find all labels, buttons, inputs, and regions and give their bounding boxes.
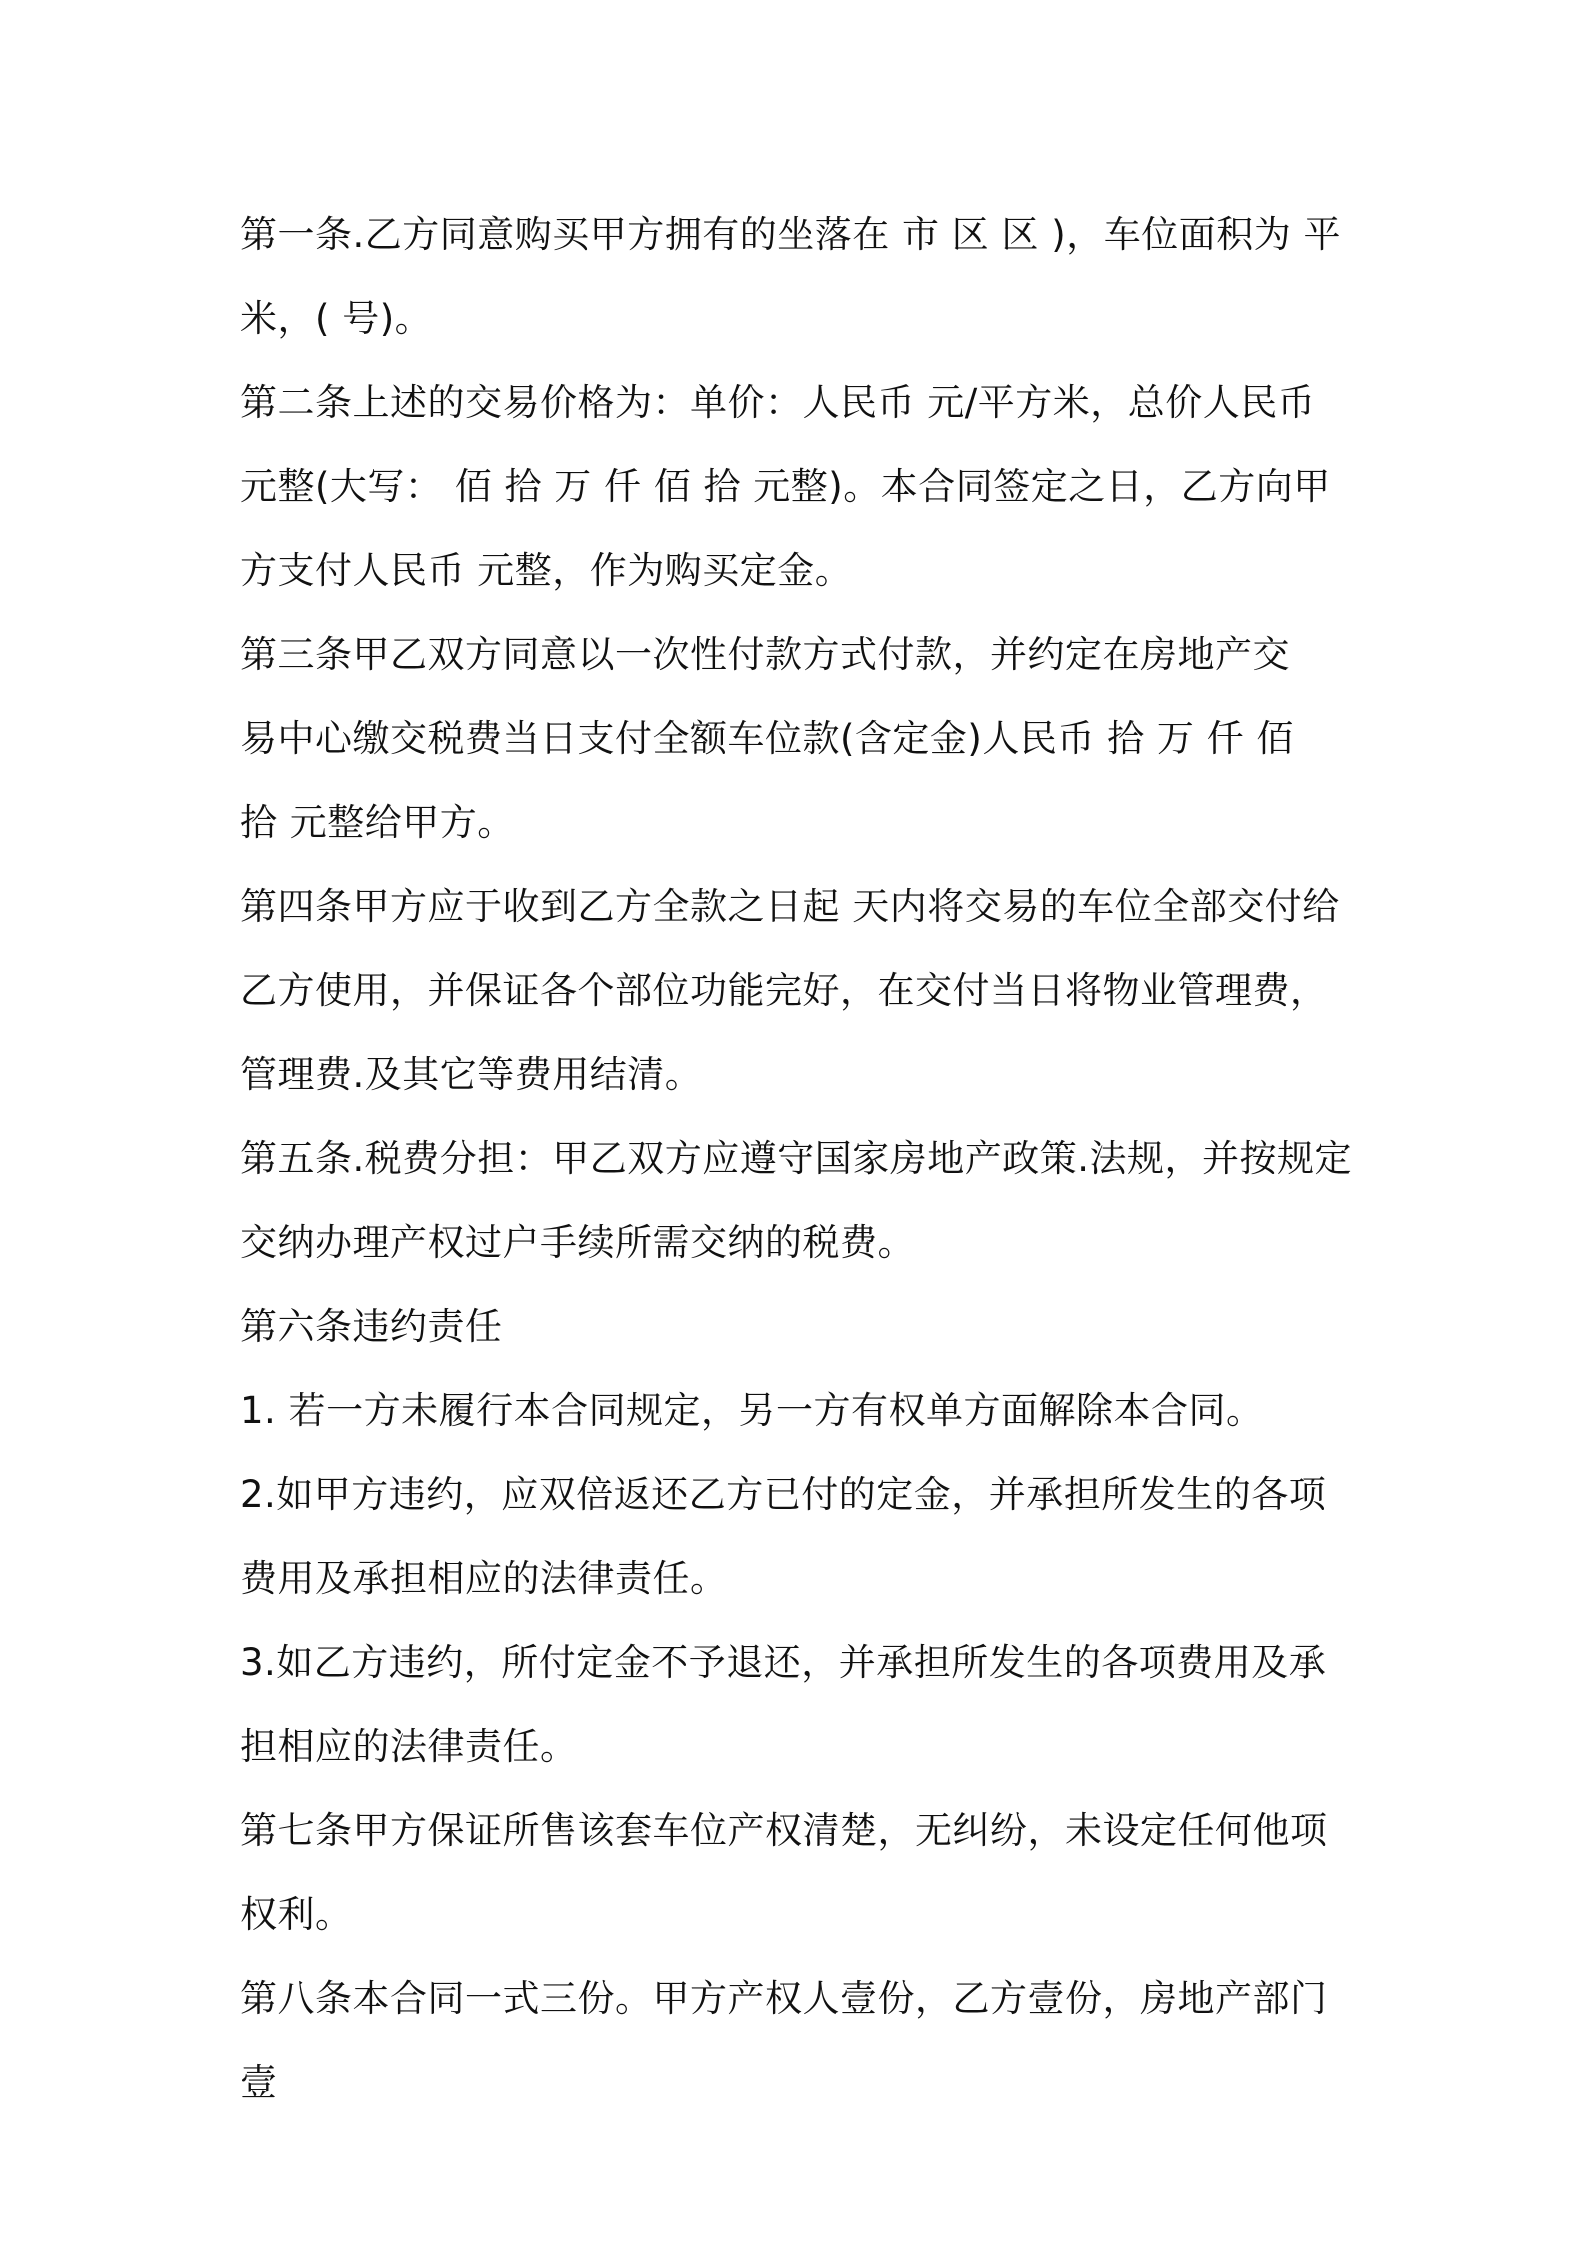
article-2-paragraph: 第二条上述的交易价格为：单价：人民币 元/平方米，总价人民币 元整(大写： 佰 拾 万 仟 佰 拾 元整)。本合同签定之日，乙方向甲方支付人民币 元整，作为购买定金。 (240, 381, 1331, 592)
article-4-paragraph: 第四条甲方应于收到乙方全款之日起 天内将交易的车位全部交付给乙方使用，并保证各个部位功能完好，在交付当日将物业管理费，管理费.及其它等费用结清。 (240, 885, 1340, 1096)
document-body (240, 193, 1360, 2125)
article-6-heading: 第六条违约责任 (240, 1305, 503, 1348)
article-1-paragraph: 第一条.乙方同意购买甲方拥有的坐落在 市 区 区 )，车位面积为 平米，( 号)。 (240, 213, 1342, 340)
article-5-paragraph: 第五条.税费分担：甲乙双方应遵守国家房地产政策.法规，并按规定交纳办理产权过户手续所需交纳的税费。 (240, 1137, 1353, 1264)
article-8-paragraph: 第八条本合同一式三份。甲方产权人壹份，乙方壹份，房地产部门壹 (240, 1977, 1328, 2104)
breach-clause-2: 2.如甲方违约，应双倍返还乙方已付的定金，并承担所发生的各项费用及承担相应的法律责任。 (240, 1473, 1327, 1600)
article-3-paragraph: 第三条甲乙双方同意以一次性付款方式付款，并约定在房地产交易中心缴交税费当日支付全额车位款(含定金)人民币 拾 万 仟 佰 拾 元整给甲方。 (240, 633, 1294, 844)
breach-clause-3: 3.如乙方违约，所付定金不予退还，并承担所发生的各项费用及承担相应的法律责任。 (240, 1641, 1327, 1768)
article-7-paragraph: 第七条甲方保证所售该套车位产权清楚，无纠纷，未设定任何他项权利。 (240, 1809, 1328, 1936)
breach-clause-1: 1. 若一方未履行本合同规定，另一方有权单方面解除本合同。 (240, 1389, 1264, 1432)
